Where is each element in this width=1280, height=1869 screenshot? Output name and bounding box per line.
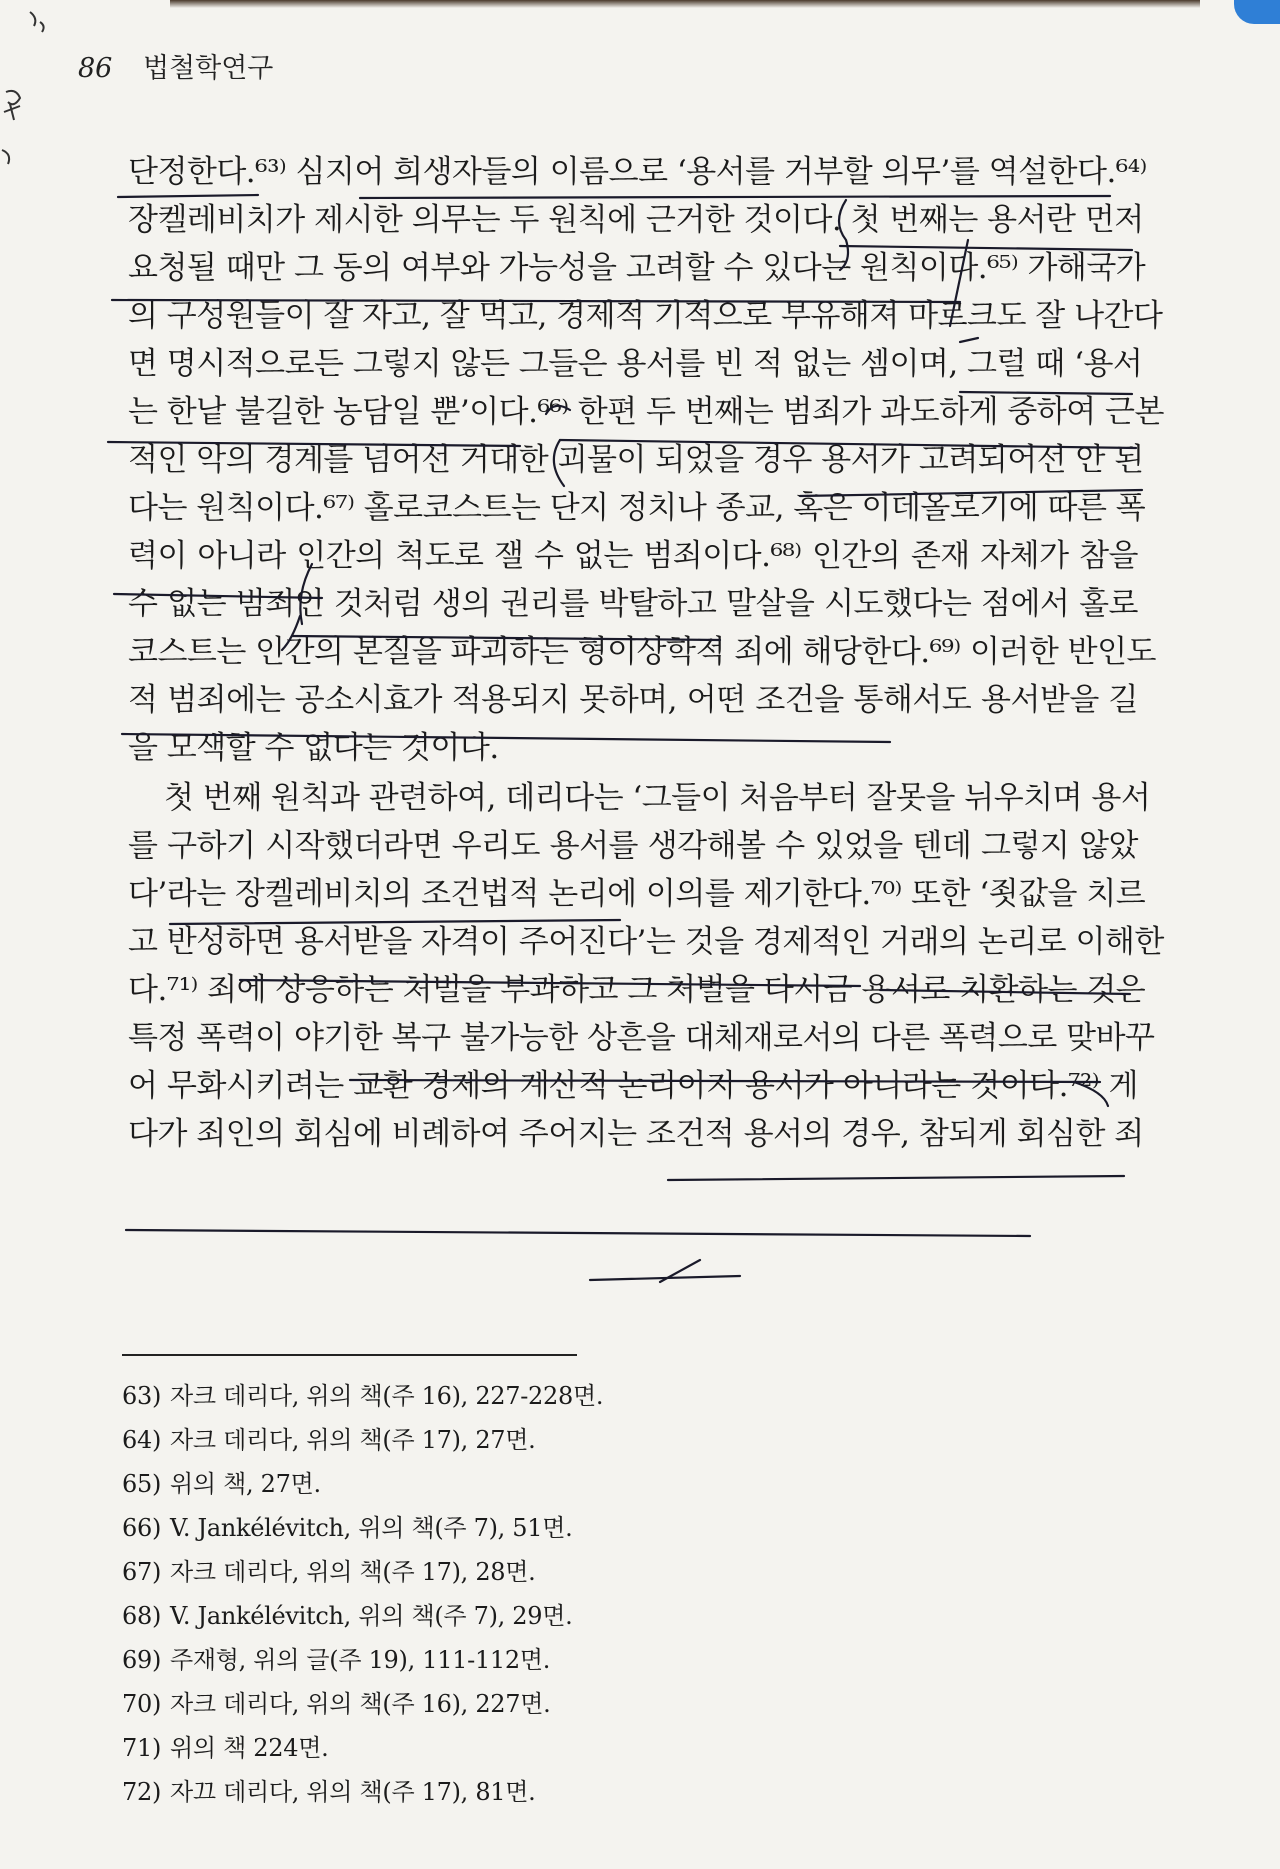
footnote-item [122,1598,572,1634]
footnote-text: 자끄 데리다, 위의 책(주 17), 81면. [170,1778,536,1806]
underline-mark [668,1176,1124,1180]
text-line: 특정 폭력이 야기한 복구 불가능한 상흔을 대체재로서의 다른 폭력으로 맞바꾸 [128,1020,1155,1056]
margin-handwriting-scribble [0,0,80,180]
footnote-text: 자크 데리다, 위의 책(주 16), 227면. [170,1690,551,1718]
footnote-item [122,1378,603,1414]
footnote-number: 67) [122,1558,162,1586]
footnote-number: 69) [122,1646,162,1674]
footnote-number: 63) [122,1382,162,1410]
underline-mark [126,1230,1030,1236]
footnote-item [122,1642,550,1678]
footnote-rule [122,1354,577,1356]
text-line: 적인 악의 경계를 넘어선 거대한 괴물이 되었을 경우 용서가 고려되어선 안 된 [128,442,1144,478]
text-line: 다가 죄인의 회심에 비례하여 주어지는 조건적 용서의 경우, 참되게 회심한 죄 [128,1116,1144,1152]
text-line: 다.⁷¹⁾ 죄에 상응하는 처벌을 부과하고 그 처벌을 다시금 용서로 치환하는 것은 [128,972,1146,1008]
binding-shadow [170,0,1200,8]
corner-blue-mark [1234,0,1280,24]
journal-title: 법철학연구 [142,53,274,84]
footnote-text: 자크 데리다, 위의 책(주 16), 227-228면. [170,1382,604,1410]
footnote-item [122,1774,535,1810]
text-line: 을 모색할 수 없다는 것이다. [128,730,499,766]
footnote-number: 65) [122,1470,162,1498]
footnote-text: 자크 데리다, 위의 책(주 17), 28면. [170,1558,536,1586]
footnote-number: 71) [122,1734,162,1762]
footnote-text: V. Jankélévitch, 위의 책(주 7), 29면. [170,1602,573,1630]
text-line: 코스트는 인간의 본질을 파괴하는 형이상학적 죄에 해당한다.⁶⁹⁾ 이러한 반인도 [128,634,1156,670]
text-line: 요청될 때만 그 동의 여부와 가능성을 고려할 수 있다는 원칙이다.⁶⁵⁾ 가해국가 [128,250,1146,286]
text-line: 는 한낱 불길한 농담일 뿐’이다.⁶⁶⁾ 한편 두 번째는 범죄가 과도하게 중하여 근본 [128,394,1164,430]
footnote-item [122,1422,535,1458]
footnote-text: 위의 책 224면. [170,1734,329,1762]
footnote-number: 72) [122,1778,162,1806]
footnote-text: 자크 데리다, 위의 책(주 17), 27면. [170,1426,536,1454]
footnote-item [122,1510,572,1546]
text-line: 어 무화시키려는 교환 경제의 계산적 논리이지 용서가 아니라는 것이다.⁷²⁾ 게 [128,1068,1138,1104]
paragraph-first-line: 첫 번째 원칙과 관련하여, 데리다는 ‘그들이 처음부터 잘못을 뉘우치며 용서 [164,780,1151,816]
footnote-number: 66) [122,1514,162,1542]
underline-mark [590,1276,740,1280]
text-line: 다는 원칙이다.⁶⁷⁾ 홀로코스트는 단지 정치나 종교, 혹은 이데올로기에 따른 폭 [128,490,1146,526]
text-line: 다’라는 장켈레비치의 조건법적 논리에 이의를 제기한다.⁷⁰⁾ 또한 ‘죗값을 치르 [128,876,1146,912]
text-line: 면 명시적으로든 그렇지 않든 그들은 용서를 빈 적 없는 셈이며, 그럴 때 ‘용서 [128,346,1143,382]
text-line: 적 범죄에는 공소시효가 적용되지 못하며, 어떤 조건을 통해서도 용서받을 길 [128,682,1138,718]
slash-mark [660,1260,700,1282]
text-line: 를 구하기 시작했더라면 우리도 용서를 생각해볼 수 있었을 텐데 그렇지 않았 [128,828,1138,864]
text-line: 장켈레비치가 제시한 의무는 두 원칙에 근거한 것이다. 첫 번째는 용서란 먼저 [128,202,1144,238]
footnote-text: 주재형, 위의 글(주 19), 111-112면. [170,1646,551,1674]
text-line: 수 없는 범죄인 것처럼 생의 권리를 박탈하고 말살을 시도했다는 점에서 홀로 [128,586,1138,622]
footnote-item [122,1554,535,1590]
footnote-item [122,1730,328,1766]
text-line: 력이 아니라 인간의 척도로 잴 수 없는 범죄이다.⁶⁸⁾ 인간의 존재 자체가 참을 [128,538,1138,574]
footnote-number: 64) [122,1426,162,1454]
footnote-text: 위의 책, 27면. [170,1470,321,1498]
footnote-number: 68) [122,1602,162,1630]
footnote-number: 70) [122,1690,162,1718]
footnote-text: V. Jankélévitch, 위의 책(주 7), 51면. [170,1514,573,1542]
text-line: 의 구성원들이 잘 자고, 잘 먹고, 경제적 기적으로 부유해져 마르크도 잘 나간다 [128,298,1163,334]
text-line: 고 반성하면 용서받을 자격이 주어진다’는 것을 경제적인 거래의 논리로 이해한 [128,924,1164,960]
running-header [78,46,273,85]
text-line: 단정한다.⁶³⁾ 심지어 희생자들의 이름으로 ‘용서를 거부할 의무’를 역설한다.⁶⁴⁾ [128,154,1147,190]
footnote-item [122,1466,321,1502]
page-number: 86 [78,53,113,84]
footnote-item [122,1686,550,1722]
